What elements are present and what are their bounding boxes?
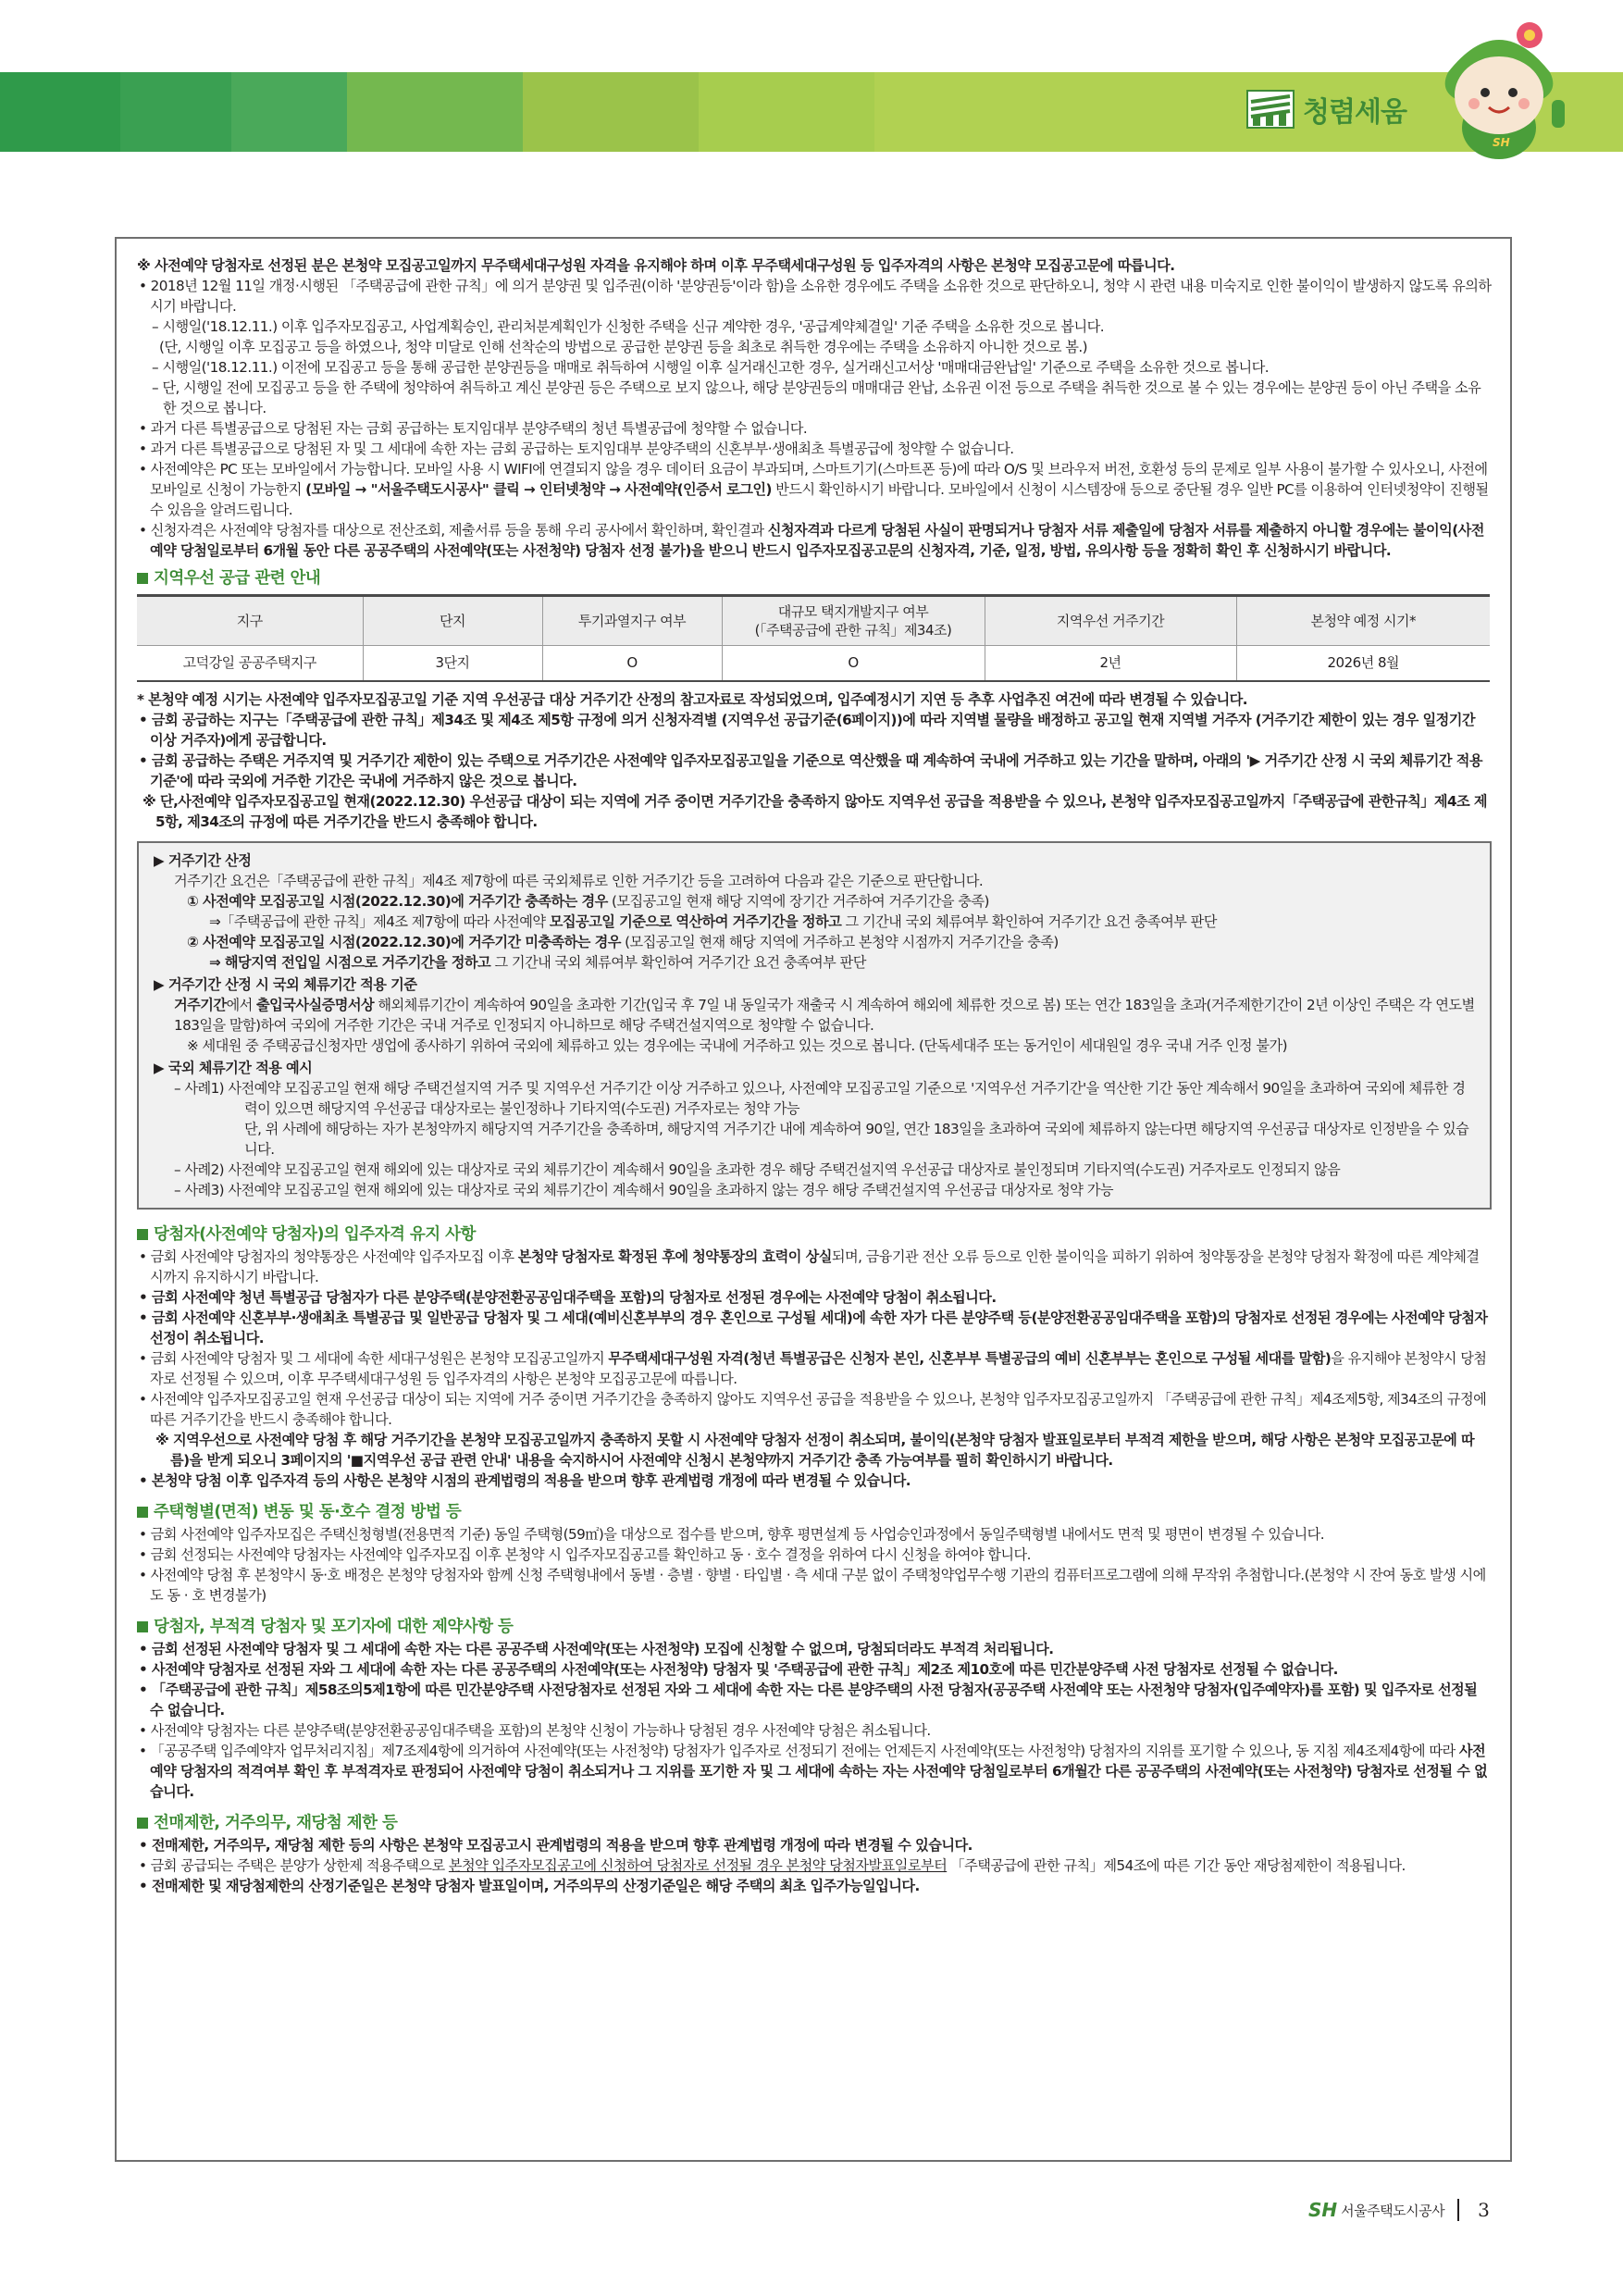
- box-text: 단, 위 사례에 해당하는 자가 본청약까지 해당지역 거주기간을 충족하며, 해당지역 거주기간 내에 계속하여 90일, 연간 183일을 초과하여 국외에 체류하지 않는다면 해당지역 우선공급 대상자로 인정받을 수 있습니다.: [244, 1120, 1469, 1158]
- paren-note: (단, 시행일 이후 모집공고 등을 하였으나, 청약 미달로 인해 선착순의 방법으로 공급한 분양권 등을 최초로 취득한 경우에는 주택을 소유하지 아니한 것으로 봄.): [159, 339, 1088, 355]
- table-cell: 고덕강일 공공주택지구: [137, 646, 363, 681]
- band-segment: [231, 72, 347, 152]
- square-bullet-icon: [137, 1229, 148, 1240]
- band-segment: [120, 72, 231, 152]
- bullet-item: • 금회 사전예약 신혼부부·생애최초 특별공급 및 일반공급 당첨자 및 그 세대(예비신혼부부의 경우 혼인으로 구성될 세대)에 속한 자가 다른 분양주택 등(분양전환공공임대주택을 포함)의 당첨자로 선정된 경우에는 사전예약 당첨자 선정이 취소됩니다.: [139, 1309, 1488, 1347]
- header-cell: 지구: [137, 596, 363, 646]
- bullet-item: • 사전예약 당첨 후 본청약시 동·호 배정은 본청약 당첨자와 함께 신청 주택형내에서 동별 · 층별 · 향별 · 타입별 · 측 세대 구분 없이 주택청약업무수행 기관의 컴퓨터프로그램에 의해 무작위 추첨합니다.(본청약 시 잔여 동호 발생 시에도 동 · 호 변경불가): [139, 1566, 1486, 1604]
- section-heading-region: 지역우선 공급 관련 안내: [137, 566, 1492, 590]
- bullet-item: • 신청자격은 사전예약 당첨자를 대상으로 전산조회, 제출서류 등을 통해 우리 공사에서 확인하며, 확인결과 신청자격과 다르게 당첨된 사실이 판명되거나 당첨자 서류 제출일에 당첨자 서류를 제출하지 아니할 경우에는 불이익(사전예약 당첨일로부터 6개월 동안 다른 공공주택의 사전예약(또는 사전청약) 당첨자 선정 불가)을 받으니 반드시 입주자모집공고문의 신청자격, 기준, 일정, 방법, 유의사항 등을 정확히 확인 후 신청하시기 바랍니다.: [139, 522, 1484, 559]
- bullet-item: • 사전예약 당첨자는 다른 분양주택(분양전환공공임대주택을 포함)의 본청약 신청이 가능하나 당첨된 경우 사전예약 당첨은 취소됩니다.: [139, 1721, 931, 1739]
- box-text: ⇒ 해당지역 전입일 시점으로 거주기간을 정하고 그 기간내 국외 체류여부 확인하여 거주기간 요건 충족여부 판단: [209, 953, 866, 971]
- box-heading: ▶ 거주기간 산정 시 국외 체류기간 적용 기준: [154, 975, 417, 993]
- footer-org-name: 서울주택도시공사: [1341, 2202, 1445, 2219]
- header-cell: 대규모 택지개발지구 여부 (「주택공급에 관한 규칙」제34조): [722, 596, 985, 646]
- bullet-item: • 금회 공급하는 지구는「주택공급에 관한 규칙」제34조 및 제4조 제5항 규정에 의거 신청자격별 (지역우선 공급기준(6페이지))에 따라 지역별 물량을 배정하고 공고일 현재 지역별 거주자 (거주기간 제한이 있는 경우 일정기간 이상 거주자)에게 공급합니다.: [139, 711, 1475, 749]
- region-note: * 본청약 예정 시기는 사전예약 입주자모집공고일 기준 지역 우선공급 대상 거주기간 산정의 참고자료로 작성되었으며, 입주예정시기 지연 등 추후 사업추진 여건에 따라 변경될 수 있습니다.: [137, 690, 1247, 708]
- bullet-item: • 과거 다른 특별공급으로 당첨된 자 및 그 세대에 속한 자는 금회 공급하는 토지임대부 분양주택의 신혼부부·생애최초 특별공급에 청약할 수 없습니다.: [139, 441, 1014, 457]
- region-note: ※ 단,사전예약 입주자모집공고일 현재(2022.12.30) 우선공급 대상이 되는 지역에 거주 중이면 거주기간을 충족하지 않아도 지역우선 공급을 적용받을 수 있으나, 본청약 입주자모집공고일까지「주택공급에 관한규칙」제4조 제5항, 제34조의 규정에 따른 거주기간을 반드시 충족해야 합니다.: [142, 792, 1487, 830]
- box-heading: ▶ 거주기간 산정: [154, 851, 252, 869]
- page-number: 3: [1478, 2199, 1490, 2221]
- footer: [1308, 2199, 1490, 2221]
- band-segment: [523, 72, 699, 152]
- header-cell: 지역우선 거주기간: [985, 596, 1236, 646]
- box-heading: ▶ 국외 체류기간 적용 예시: [154, 1059, 313, 1076]
- square-bullet-icon: [137, 1818, 148, 1829]
- bullet-item: • 「주택공급에 관한 규칙」제58조의5제1항에 따른 민간분양주택 사전당첨자로 선정된 자와 그 세대에 속한 자는 다른 분양주택의 사전 당첨자(공공주택 사전예약 또는 사전청약 당첨자(입주예약자)를 포함) 및 입주자로 선정될 수 없습니다.: [139, 1681, 1478, 1719]
- box-text: ※ 세대원 중 주택공급신청자만 생업에 종사하기 위하여 국외에 체류하고 있는 경우에는 국내에 거주하고 있는 것으로 봅니다. (단독세대주 또는 동거인이 세대원일 경우 국내 거주 인정 불가): [187, 1036, 1287, 1054]
- table-cell: O: [542, 646, 722, 681]
- keep-note: ※ 지역우선으로 사전예약 당첨 후 해당 거주기간을 본청약 모집공고일까지 충족하지 못할 시 사전예약 당첨자 선정이 취소되며, 불이익(본청약 당첨자 발표일로부터 부적격 제한을 받으며, 해당 사항은 본청약 모집공고문에 따름)을 받게 되오니 3페이지의 '■지역우선 공급 관련 안내' 내용을 숙지하시어 사전예약 신청시 본청약까지 거주기간 충족 가능여부를 필히 확인하시기 바랍니다.: [155, 1431, 1475, 1469]
- header-cell: 본청약 예정 시기*: [1236, 596, 1490, 646]
- band-segment: [699, 72, 874, 152]
- notice-content: [137, 255, 1492, 1896]
- table-header-row: [137, 596, 1490, 646]
- dash-item: – 시행일('18.12.11.) 이전에 모집공고 등을 통해 공급한 분양권등을 매매로 취득하여 시행일 이후 실거래신고한 경우, 실거래신고서상 '매매대금완납일' 기준으로 주택을 소유한 것으로 봅니다.: [152, 359, 1270, 376]
- box-text: 거주기간 요건은「주택공급에 관한 규칙」제4조 제7항에 따른 국외체류로 인한 거주기간 등을 고려하여 다음과 같은 기준으로 판단합니다.: [174, 872, 984, 889]
- mascot-character-icon: [1430, 7, 1568, 165]
- box-text: ② 사전예약 모집공고일 시점(2022.12.30)에 거주기간 미충족하는 경우 (모집공고일 현재 해당 지역에 거주하고 본청약 시점까지 거주기간을 충족): [187, 933, 1059, 950]
- square-bullet-icon: [137, 1621, 148, 1632]
- intro-note: ※ 사전예약 당첨자로 선정된 분은 본청약 모집공고일까지 무주택세대구성원 자격을 유지해야 하며 이후 무주택세대구성원 등 입주자격의 사항은 본청약 모집공고문에 따릅니다.: [137, 257, 1175, 274]
- bullet-item: • 금회 공급되는 주택은 분양가 상한제 적용주택으로 본청약 입주자모집공고에 신청하여 당첨자로 선정될 경우 본청약 당첨자발표일로부터 「주택공급에 관한 규칙」제54조에 따른 기간 동안 재당첨제한이 적용됩니다.: [139, 1856, 1406, 1874]
- box-text: – 사례1) 사전예약 모집공고일 현재 해당 주택건설지역 거주 및 지역우선 거주기간 이상 거주하고 있으나, 사전예약 모집공고일 기준으로 '지역우선 거주기간'을 역산한 기간 동안 계속해서 90일을 초과하여 국외에 체류한 경력이 있으면 해당지역 우선공급 대상자로는 불인정하나 기타지역(수도권) 거주자로는 청약 가능: [174, 1079, 1466, 1117]
- section-heading-restrict: 당첨자, 부적격 당첨자 및 포기자에 대한 제약사항 등: [137, 1615, 1492, 1639]
- bullet-item: • 금회 사전예약 청년 특별공급 당첨자가 다른 분양주택(분양전환공공임대주택을 포함)의 당첨자로 선정된 경우에는 사전예약 당첨이 취소됩니다.: [139, 1288, 997, 1306]
- dash-item: – 시행일('18.12.11.) 이후 입주자모집공고, 사업계획승인, 관리처분계획인가 신청한 주택을 신규 계약한 경우, '공급계약체결일' 기준 주택을 소유한 것으로 봅니다.: [152, 318, 1105, 335]
- svg-text:SH: SH: [1493, 136, 1510, 149]
- table-cell: 2년: [985, 646, 1236, 681]
- box-text: 거주기간에서 출입국사실증명서상 해외체류기간이 계속하여 90일을 초과한 기간(입국 후 7일 내 동일국가 재출국 시 계속하여 해외에 체류한 것으로 봄) 또는 연간 183일을 초과(거주제한기간이 2년 이상인 주택은 각 연도별 183일을 말함)하여 국외에 거주한 기간은 국내 거주로 인정되지 아니하므로 해당 주택건설지역으로 청약할 수 없습니다.: [174, 996, 1475, 1034]
- bullet-item: • 2018년 12월 11일 개정·시행된 「주택공급에 관한 규칙」에 의거 분양권 및 입주권(이하 '분양권등'이라 함)을 소유한 경우에도 주택을 소유한 것으로 판단하오니, 청약 시 관련 내용 미숙지로 인한 불이익이 발생하지 않도록 유의하시기 바랍니다.: [139, 278, 1492, 315]
- box-text: – 사례2) 사전예약 모집공고일 현재 해외에 있는 대상자로 국외 체류기간이 계속해서 90일을 초과한 경우 해당 주택건설지역 우선공급 대상자로 불인정되며 기타지역(수도권) 거주자로도 인정되지 않음: [174, 1160, 1341, 1178]
- header-cell: 투기과열지구 여부: [542, 596, 722, 646]
- bullet-item: • 사전예약은 PC 또는 모바일에서 가능합니다. 모바일 사용 시 WIFI에 연결되지 않을 경우 데이터 요금이 부과되며, 스마트기기(스마트폰 등)에 따라 O/S 및 브라우저 버전, 호환성 등의 문제로 일부 사용이 불가할 수 있사오니, 사전에 모바일로 신청이 가능한지 (모바일 → "서울주택도시공사" 클릭 → 인터넷청약 → 사전예약(인증서 로그인) 반드시 확인하시기 바랍니다. 모바일에서 신청이 시스템장애 등으로 중단될 경우 일반 PC를 이용하여 인터넷청약이 진행될 수 있음을 알려드립니다.: [139, 461, 1489, 518]
- header-cell: 단지: [363, 596, 542, 646]
- bullet-item: • 금회 사전예약 당첨자 및 그 세대에 속한 세대구성원은 본청약 모집공고일까지 무주택세대구성원 자격(청년 특별공급은 신청자 본인, 신혼부부 특별공급의 예비 신혼부부는 혼인으로 구성될 세대를 말함)을 유지해야 본청약시 당첨자로 선정될 수 있으며, 이후 무주택세대구성원 등 입주자격의 사항은 본청약 모집공고문에 따릅니다.: [139, 1349, 1487, 1387]
- footer-divider: [1457, 2199, 1459, 2221]
- box-text: ① 사전예약 모집공고일 시점(2022.12.30)에 거주기간 충족하는 경우 (모집공고일 현재 해당 지역에 장기간 거주하여 거주기간을 충족): [187, 892, 989, 910]
- bullet-item: • 금회 사전예약 입주자모집은 주택신청형별(전용면적 기준) 동일 주택형(59㎡)을 대상으로 접수를 받으며, 향후 평면설계 등 사업승인과정에서 동일주택형별 내에서도 면적 및 평면이 변경될 수 있습니다.: [139, 1525, 1325, 1543]
- table-row: [137, 646, 1490, 681]
- bullet-item: • 전매제한 및 재당첨제한의 산정기준일은 본청약 당첨자 발표일이며, 거주의무의 산정기준일은 해당 주택의 최초 입주가능일입니다.: [139, 1877, 920, 1894]
- section-heading-resale: 전매제한, 거주의무, 재당첨 제한 등: [137, 1811, 1492, 1835]
- region-table: [137, 594, 1490, 682]
- bullet-item: • 본청약 당첨 이후 입주자격 등의 사항은 본청약 시점의 관계법령의 적용을 받으며 향후 관계법령 개정에 따라 변경될 수 있습니다.: [139, 1471, 911, 1489]
- box-text: – 사례3) 사전예약 모집공고일 현재 해외에 있는 대상자로 국외 체류기간이 계속해서 90일을 초과하지 않는 경우 해당 주택건설지역 우선공급 대상자로 청약 가능: [174, 1181, 1113, 1198]
- brand: [1245, 89, 1406, 130]
- box-text: ⇒「주택공급에 관한 규칙」제4조 제7항에 따라 사전예약 모집공고일 기준으로 역산하여 거주기간을 정하고 그 기간내 국외 체류여부 확인하여 거주기간 요건 충족여부 판단: [209, 912, 1217, 930]
- bullet-item: • 금회 선정되는 사전예약 당첨자는 사전예약 입주자모집 이후 본청약 시 입주자모집공고를 확인하고 동 · 호수 결정을 위하여 다시 신청을 하여야 합니다.: [139, 1545, 1031, 1563]
- bullet-item: • 금회 선정된 사전예약 당첨자 및 그 세대에 속한 자는 다른 공공주택 사전예약(또는 사전청약) 모집에 신청할 수 없으며, 당첨되더라도 부적격 처리됩니다.: [139, 1640, 1054, 1657]
- table-cell: 2026년 8월: [1236, 646, 1490, 681]
- notice-frame: [115, 237, 1512, 2162]
- bullet-item: • 「공공주택 입주예약자 업무처리지침」제7조제4항에 의거하여 사전예약(또는 사전청약) 당첨자가 입주자로 선정되기 전에는 언제든지 사전예약(또는 사전청약) 당첨자의 지위를 포기할 수 있으나, 동 지침 제4조제4항에 따라 사전예약 당첨자의 적격여부 확인 후 부적격자로 판정되어 사전예약 당첨이 취소되거나 그 지위를 포기한 자 및 그 세대에 속하는 자는 사전예약 당첨일로부터 6개월간 다른 공공주택의 사전예약(또는 사전청약) 당첨자로 선정될 수 없습니다.: [139, 1742, 1488, 1800]
- square-bullet-icon: [137, 1507, 148, 1518]
- brand-name: 청렴세움: [1303, 96, 1406, 129]
- bullet-item: • 금회 사전예약 당첨자의 청약통장은 사전예약 입주자모집 이후 본청약 당첨자로 확정된 후에 청약통장의 효력이 상실되며, 금융기관 전산 오류 등으로 인한 불이익을 피하기 위하여 청약통장을 본청약 당첨자 확정에 따른 계약체결 시까지 유지하시기 바랍니다.: [139, 1247, 1480, 1285]
- dash-item: – 단, 시행일 전에 모집공고 등을 한 주택에 청약하여 취득하고 계신 분양권 등은 주택으로 보지 않으나, 해당 분양권등의 매매대금 완납, 소유권 이전 등으로 주택을 취득한 것으로 볼 수 있는 경우에는 분양권 등이 아닌 주택을 소유한 것으로 봅니다.: [152, 379, 1481, 416]
- residence-period-box: [137, 841, 1492, 1210]
- section-heading-keep: 당첨자(사전예약 당첨자)의 입주자격 유지 사항: [137, 1222, 1492, 1247]
- bullet-item: • 사전예약 당첨자로 선정된 자와 그 세대에 속한 자는 다른 공공주택의 사전예약(또는 사전청약) 당첨자 및 '주택공급에 관한 규칙」제2조 제10호에 따른 민간분양주택 사전 당첨자로 선정될 수 없습니다.: [139, 1660, 1338, 1678]
- header-top: [0, 0, 1623, 72]
- band-segment: [347, 72, 523, 152]
- bullet-item: • 사전예약 입주자모집공고일 현재 우선공급 대상이 되는 지역에 거주 중이면 거주기간을 충족하지 않아도 지역우선 공급을 적용받을 수 있으나, 본청약 입주자모집공고일까지 「주택공급에 관한 규칙」제4조제5항, 제34조의 규정에 따른 거주기간을 반드시 충족해야 합니다.: [139, 1390, 1487, 1428]
- section-heading-type: 주택형별(면적) 변동 및 동·호수 결정 방법 등: [137, 1500, 1492, 1524]
- table-cell: O: [722, 646, 985, 681]
- bullet-item: • 과거 다른 특별공급으로 당첨된 자는 금회 공급하는 토지임대부 분양주택의 청년 특별공급에 청약할 수 없습니다.: [139, 420, 808, 437]
- bullet-item: • 전매제한, 거주의무, 재당첨 제한 등의 사항은 본청약 모집공고시 관계법령의 적용을 받으며 향후 관계법령 개정에 따라 변경될 수 있습니다.: [139, 1836, 973, 1854]
- sh-logo-icon: SH: [1308, 2199, 1338, 2221]
- building-logo-icon: [1245, 89, 1295, 130]
- bullet-item: • 금회 공급하는 주택은 거주지역 및 거주기간 제한이 있는 주택으로 거주기간은 사전예약 입주자모집공고일을 기준으로 역산했을 때 계속하여 국내에 거주하고 있는 기간을 말하며, 아래의 '▶ 거주기간 산정 시 국외 체류기간 적용 기준'에 따라 국외에 거주한 기간은 국내에 거주하지 않은 것으로 봅니다.: [139, 751, 1483, 789]
- band-segment: [0, 72, 120, 152]
- table-cell: 3단지: [363, 646, 542, 681]
- square-bullet-icon: [137, 573, 148, 584]
